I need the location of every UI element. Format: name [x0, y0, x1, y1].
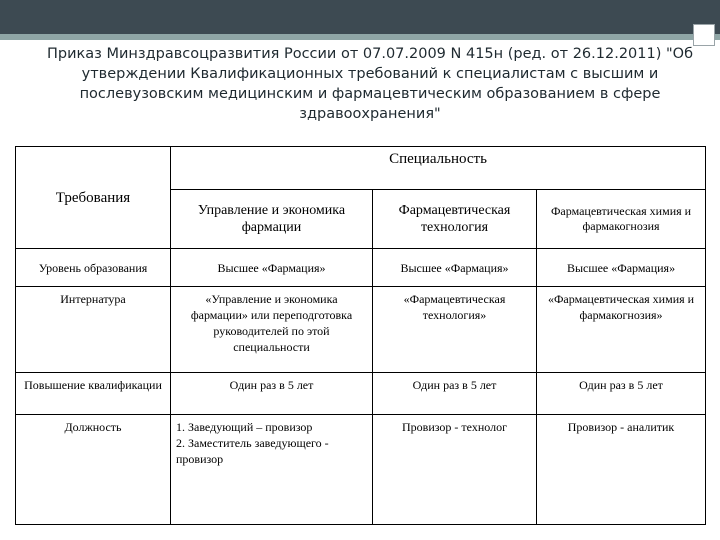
slide-title: [40, 44, 700, 124]
table-cell: «Фармацевтическая технология»: [373, 287, 537, 373]
position-item: 2. Заместитель заведующего - провизор: [176, 436, 329, 466]
table-cell: Высшее «Фармация»: [373, 249, 537, 287]
table-cell: «Фармацевтическая химия и фармакогнозия»: [537, 287, 706, 373]
title-line-2: утверждении Квалификационных требований к специалистам с высшим и: [81, 66, 659, 82]
top-decor-stripe: [0, 34, 720, 40]
requirements-table: [15, 146, 706, 525]
position-item: 1. Заведующий – провизор: [176, 420, 313, 434]
column-header: Фармацевтическая технология: [373, 190, 537, 249]
title-line-1: Приказ Минздравсоцразвития России от 07.07.2009 N 415н (ред. от 26.12.2011) "Об: [46, 46, 694, 62]
row-label: Уровень образования: [16, 249, 171, 287]
table-cell: Один раз в 5 лет: [171, 373, 373, 415]
header-requirements: Требования: [16, 147, 171, 249]
title-line-4: здравоохранения": [299, 106, 441, 122]
row-label: Интернатура: [16, 287, 171, 373]
top-decor-bar: [0, 0, 720, 34]
table-cell: Провизор - технолог: [373, 415, 537, 525]
corner-decor-box: [693, 24, 715, 46]
row-label: Должность: [16, 415, 171, 525]
column-header: Фармацевтическая химия и фармакогнозия: [537, 190, 706, 249]
table-cell: Один раз в 5 лет: [373, 373, 537, 415]
table-row: [16, 415, 706, 525]
table-cell: Высшее «Фармация»: [537, 249, 706, 287]
table-cell: Провизор - аналитик: [537, 415, 706, 525]
header-specialty: Специальность: [171, 147, 706, 190]
table-row: [16, 287, 706, 373]
table-row: [16, 249, 706, 287]
table-cell: Высшее «Фармация»: [171, 249, 373, 287]
column-header: Управление и экономика фармации: [171, 190, 373, 249]
table-row: [16, 373, 706, 415]
table-header-row: [16, 147, 706, 190]
title-line-3: послевузовским медицинским и фармацевтическим образованием в сфере: [79, 86, 661, 102]
table-cell-position-list: [171, 415, 373, 525]
table-cell: «Управление и экономика фармации» или переподготовка руководителей по этой специальности: [171, 287, 373, 373]
table-cell: Один раз в 5 лет: [537, 373, 706, 415]
row-label: Повышение квалификации: [16, 373, 171, 415]
